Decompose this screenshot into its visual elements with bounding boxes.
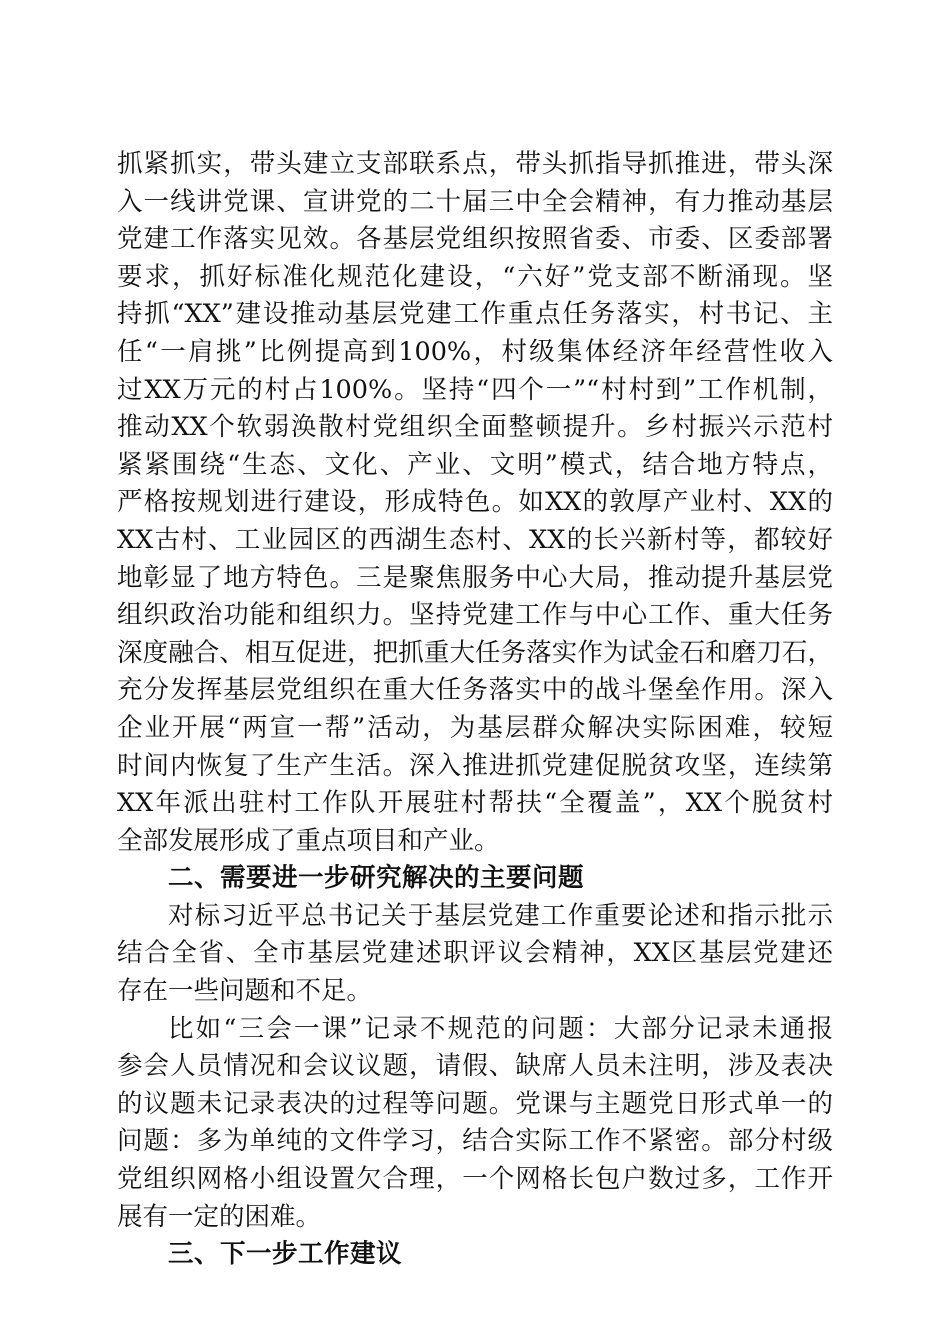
text-line: 存在一些问题和不足。 <box>117 976 373 1007</box>
text-line: 充分发挥基层党组织在重大任务落实中的战斗堡垒作用。深入 <box>117 675 833 706</box>
text-line: 紧紧围绕“生态、文化、产业、文明”模式，结合地方特点， <box>117 449 833 480</box>
text-line: 推动XX个软弱涣散村党组织全面整顿提升。乡村振兴示范村 <box>117 412 833 443</box>
text-line: 要求，抓好标准化规范化建设，“六好”党支部不断涌现。坚 <box>117 261 833 292</box>
paragraph-achievements <box>117 146 833 860</box>
text-line: 过XX万元的村占100%。坚持“四个一”“村村到”工作机制， <box>117 374 833 405</box>
text-line: 党建工作落实见效。各基层党组织按照省委、市委、区委部署 <box>117 224 833 255</box>
text-line: 时间内恢复了生产生活。深入推进抓党建促脱贫攻坚，连续第 <box>117 750 833 781</box>
text-line: 参会人员情况和会议议题，请假、缺席人员未注明，涉及表决 <box>117 1051 833 1082</box>
text-line: 企业开展“两宣一帮”活动，为基层群众解决实际困难，较短 <box>117 712 833 743</box>
paragraph-problems-details <box>117 1011 833 1237</box>
text-line: 持抓“XX”建设推动基层党建工作重点任务落实，村书记、主 <box>117 299 833 330</box>
document-body <box>117 146 833 1274</box>
text-line: 问题：多为单纯的文件学习，结合实际工作不紧密。部分村级 <box>117 1126 833 1157</box>
text-line: 组织政治功能和组织力。坚持党建工作与中心工作、重大任务 <box>117 600 833 631</box>
text-line: 深度融合、相互促进，把抓重大任务落实作为试金石和磨刀石， <box>117 637 833 668</box>
text-line: 比如“三会一课”记录不规范的问题：大部分记录未通报 <box>168 1013 833 1044</box>
section-heading-suggestions: 三、下一步工作建议 <box>168 1239 403 1270</box>
text-line: 对标习近平总书记关于基层党建工作重要论述和指示批示 <box>168 900 833 931</box>
text-line: 任“一肩挑”比例提高到100%，村级集体经济年经营性收入 <box>117 336 833 367</box>
text-line: 的议题未记录表决的过程等问题。党课与主题党日形式单一的 <box>117 1088 833 1119</box>
text-line: 全部发展形成了重点项目和产业。 <box>117 825 500 856</box>
text-line: 入一线讲党课、宣讲党的二十届三中全会精神，有力推动基层 <box>117 186 833 217</box>
text-line: XX古村、工业园区的西湖生态村、XX的长兴新村等，都较好 <box>117 524 833 555</box>
text-line: 展有一定的困难。 <box>117 1201 322 1232</box>
text-line: 党组织网格小组设置欠合理，一个网格长包户数过多，工作开 <box>117 1164 833 1195</box>
text-line: 抓紧抓实，带头建立支部联系点，带头抓指导抓推进，带头深 <box>117 149 833 179</box>
section-heading-problems: 二、需要进一步研究解决的主要问题 <box>168 863 585 894</box>
text-line: 结合全省、全市基层党建述职评议会精神，XX区基层党建还 <box>117 938 833 969</box>
paragraph-problems-intro <box>117 898 833 1011</box>
text-line: XX年派出驻村工作队开展驻村帮扶“全覆盖”，XX个脱贫村 <box>117 788 833 819</box>
text-line: 严格按规划进行建设，形成特色。如XX的敦厚产业村、XX的 <box>117 487 833 518</box>
text-line: 地彰显了地方特色。三是聚焦服务中心大局，推动提升基层党 <box>117 562 833 593</box>
